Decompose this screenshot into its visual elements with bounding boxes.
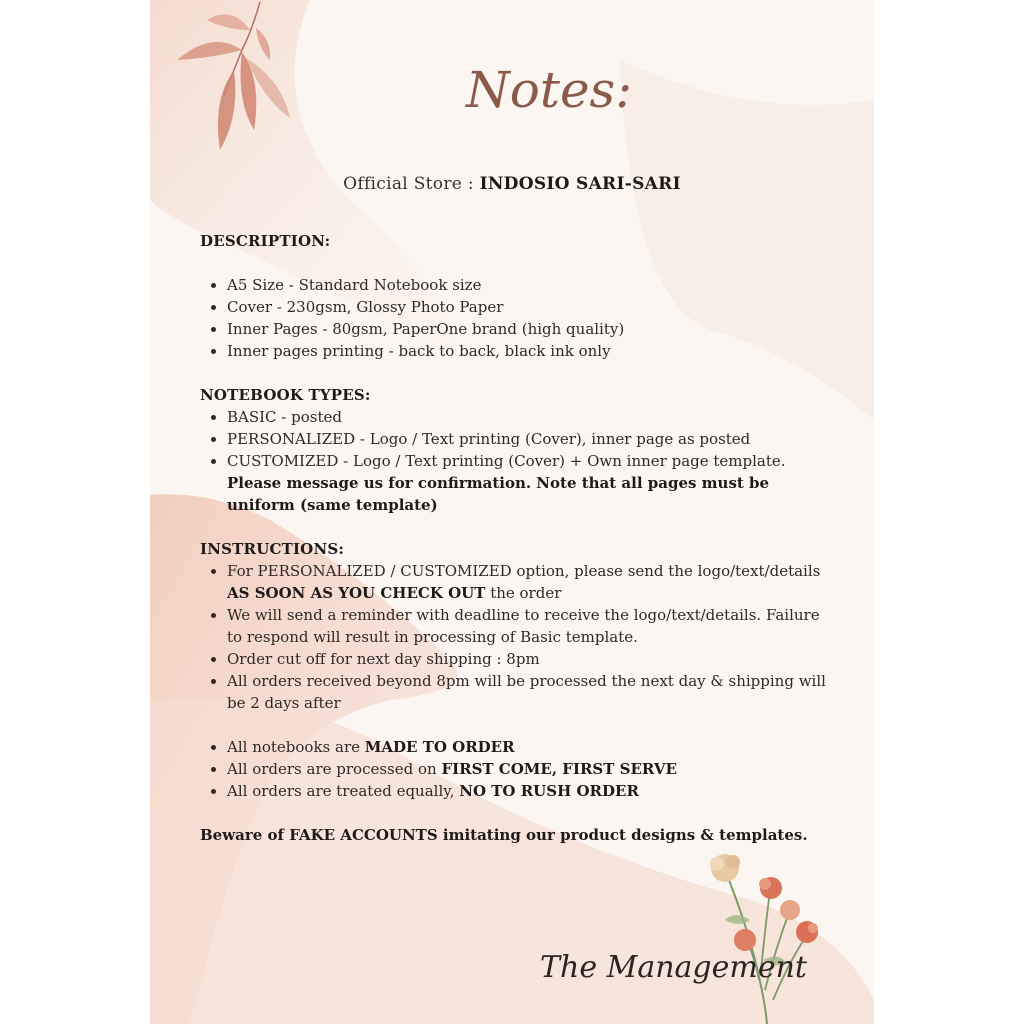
policy-emphasis: NO TO RUSH ORDER [459, 782, 639, 800]
policy-emphasis: FIRST COME, FIRST SERVE [441, 760, 677, 778]
description-heading: DESCRIPTION: [200, 232, 331, 250]
list-item [227, 758, 830, 780]
instructions-list [200, 560, 830, 714]
store-name: INDOSIO SARI-SARI [479, 174, 681, 194]
page-title [462, 45, 633, 130]
signature-text: The Management [540, 950, 807, 985]
list-item: • Order cut off for next day shipping : 8pm [227, 648, 830, 670]
list-item: • Inner pages printing - back to back, black ink only [227, 340, 830, 362]
signature [540, 935, 807, 1005]
notes-content [200, 230, 830, 846]
list-item: • BASIC - posted [227, 406, 830, 428]
list-item: • All orders received beyond 8pm will be processed the next day & shipping will be 2 days after [227, 670, 830, 714]
customized-text: CUSTOMIZED - Logo / Text printing (Cover) + Own inner page template. [227, 452, 786, 470]
instructions-heading: INSTRUCTIONS: [200, 540, 345, 558]
policy-text: All notebooks are [227, 738, 365, 756]
beware-notice: Beware of FAKE ACCOUNTS imitating our product designs & templates. [200, 826, 808, 844]
notebook-types-list [200, 406, 830, 516]
policies-list [200, 736, 830, 802]
list-item: • Inner Pages - 80gsm, PaperOne brand (high quality) [227, 318, 830, 340]
official-store-line [150, 174, 874, 194]
list-item [227, 560, 830, 604]
customized-note: Please message us for confirmation. Note that all pages must be uniform (same template) [227, 474, 770, 514]
list-item [227, 780, 830, 802]
store-label: Official Store : [343, 174, 474, 194]
list-item: • PERSONALIZED - Logo / Text printing (Cover), inner page as posted [227, 428, 830, 450]
notebook-types-heading: NOTEBOOK TYPES: [200, 386, 371, 404]
list-item: • We will send a reminder with deadline to receive the logo/text/details. Failure to respond will result in processing of Basic template. [227, 604, 830, 648]
list-item: • A5 Size - Standard Notebook size [227, 274, 830, 296]
leaf-branch-illustration [172, 0, 302, 160]
description-list [200, 274, 830, 362]
policy-text: All orders are treated equally, [227, 782, 460, 800]
instruction-emphasis: AS SOON AS YOU CHECK OUT [227, 584, 486, 602]
list-item: • Cover - 230gsm, Glossy Photo Paper [227, 296, 830, 318]
document-page [150, 0, 874, 1024]
list-item [227, 736, 830, 758]
title-text: Notes: [466, 61, 633, 119]
instruction-text: For PERSONALIZED / CUSTOMIZED option, please send the logo/text/details [227, 562, 821, 580]
policy-emphasis: MADE TO ORDER [364, 738, 515, 756]
instruction-text: the order [485, 584, 562, 602]
list-item [227, 450, 830, 516]
policy-text: All orders are processed on [227, 760, 442, 778]
